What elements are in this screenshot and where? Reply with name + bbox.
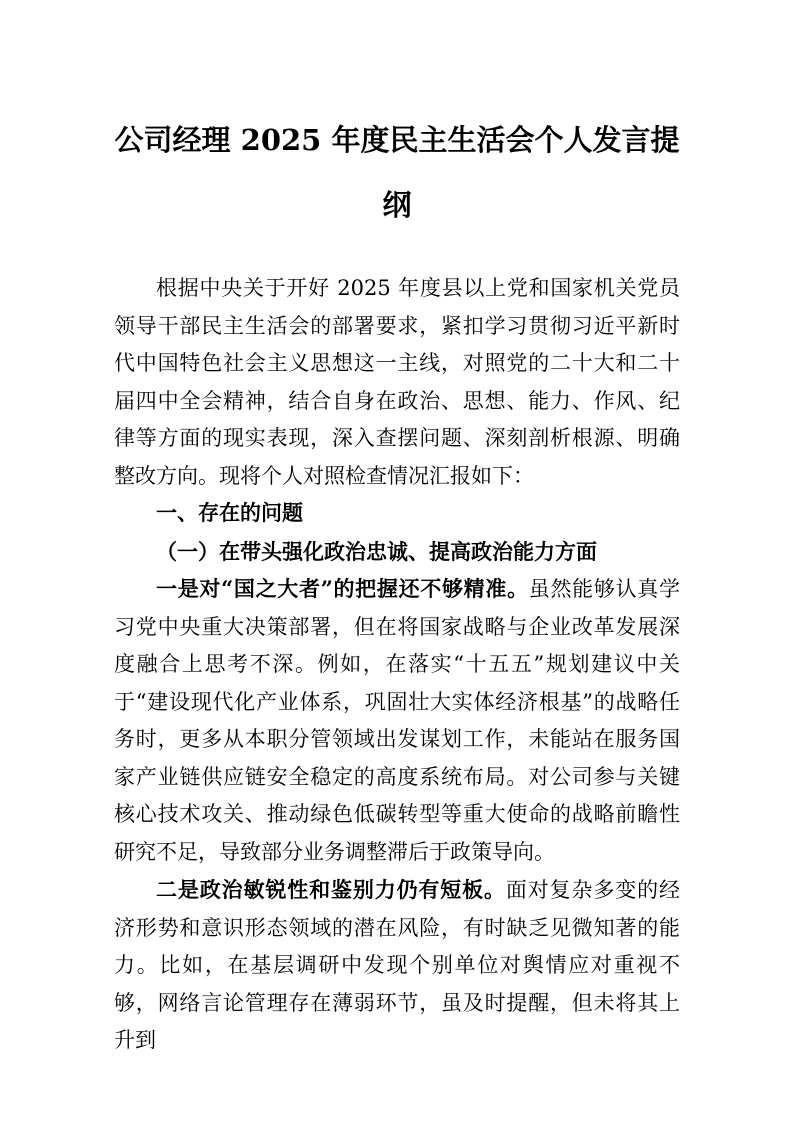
document-body [114, 270, 680, 1060]
problem-paragraph-1 [114, 570, 680, 871]
document-title [114, 108, 680, 238]
section-subheading: （一）在带头强化政治忠诚、提高政治能力方面 [156, 538, 597, 564]
document-title-line2: 纲 [382, 188, 412, 222]
intro-paragraph: 根据中央关于开好 2025 年度县以上党和国家机关党员领导干部民主生活会的部署要求，紧扣学习贯彻习近平新时代中国特色社会主义思想这一主线，对照党的二十大和二十届四中全会精神，结合自身在政治、思想、能力、作风、纪律等方面的现实表现，深入查摆问题、深刻剖析根源、明确整改方向。现将个人对照检查情况汇报如下： [114, 276, 680, 488]
problem-paragraph-1-text: 虽然能够认真学习党中央重大决策部署，但在将国家战略与企业改革发展深度融合上思考不深。例如，在落实“十五五”规划建议中关于“建设现代化产业体系，巩固壮大实体经济根基”的战略任务时，更多从本职分管领域出发谋划工作，未能站在服务国家产业链供应链安全稳定的高度系统布局。对公司参与关键核心技术攻关、推动绿色低碳转型等重大使命的战略前瞻性研究不足，导致部分业务调整滞后于政策导向。 [114, 577, 680, 864]
problem-paragraph-2-text: 面对复杂多变的经济形势和意识形态领域的潜在风险，有时缺乏见微知著的能力。比如，在基层调研中发现个别单位对舆情应对重视不够，网络言论管理存在薄弱环节，虽及时提醒，但未将其上升到 [114, 878, 681, 1052]
problem-paragraph-2-lead: 二是政治敏锐性和鉴别力仍有短板。 [156, 877, 506, 902]
document-title-line1: 公司经理 2025 年度民主生活会个人发言提 [114, 123, 680, 157]
section-heading: 一、存在的问题 [156, 501, 303, 525]
problem-paragraph-1-lead: 一是对“国之大者”的把握还不够精准。 [156, 576, 529, 601]
problem-paragraph-2 [114, 871, 680, 1060]
